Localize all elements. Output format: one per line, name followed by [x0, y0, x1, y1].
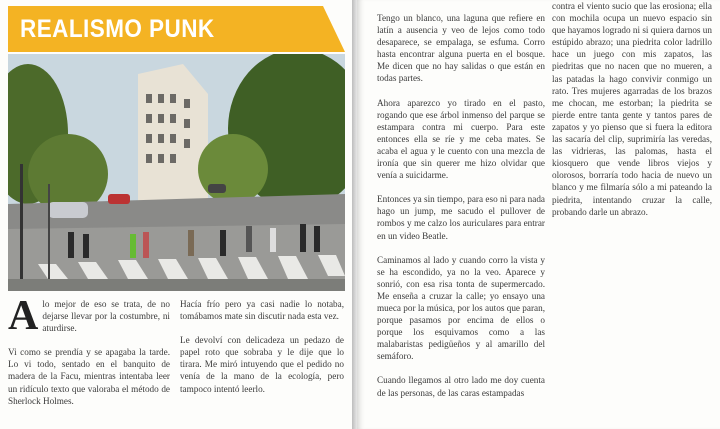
paragraph: Ahora aparezco yo tirado en el pasto, rogando que ese árbol inmenso del parque se estampara contra mi cuerpo. Para este entonces ella se ríe y me ceba mates. Se acaba el agua y le cuento con una mezcla de ironía que sin querer me hizo olvidar que venía a suicidarme.	[377, 97, 545, 181]
paragraph: Entonces ya sin tiempo, para eso ni para nada hago un jump, me sacudo el pullover de rombos y me calzo los auriculares para entrar en un video Beatle.	[377, 194, 545, 241]
left-page	[0, 0, 352, 429]
street-scene-photo	[8, 54, 345, 291]
banner-notch	[323, 6, 345, 52]
paragraph: Caminamos al lado y cuando corro la vista y se ha escondido, ya no la veo. Aparece y sonrió, con esa risa tonta de supermercado. Me enseña a cruzar la calle; yo ensayo una mueca por la música, por los autos que paran, porque pasamos por encima de ellos o porque los esquivamos como a las malabaristas pedigüeños y al amarillo del semáforo.	[377, 254, 545, 362]
paragraph	[8, 293, 170, 339]
left-column-2	[180, 298, 344, 407]
paragraph-text: lo mejor de eso se trata, de no dejarse llevar por la costumbre, ni aturdirse.	[42, 299, 170, 334]
left-column-1	[8, 293, 170, 419]
paragraph: Vi como se prendía y se apagaba la tarde. Lo vi todo, sentado en el banquito de madera de la Facu, mientras intentaba leer un ridículo texto que valoraba el método de Sherlock Holmes.	[8, 347, 170, 406]
paragraph: contra el viento sucio que las erosiona; ella con mochila ocupa un nuevo espacio sin que hayamos logrado ni si quiera darnos un estúpido abrazo; una piedrita color ladrillo hace un juego con mis zapatos, las piedritas que no nacen que no mueren, a las patadas la hago convivir conmigo un rato. Tres mujeres agarradas de los brazos me chocan, me estorban; la piedrita se pierde entre tanta gente y tantos pares de zapatos y yo pienso que si fuera la editora las sacaría del clip, suprimiría las veredas, las vidrieras, las palomas, hasta el kiosquero que vende libros viejos y olorosos, borraría todo hacia de nuevo un blanco y me filmaría sólo a mi pateando la piedrita, intentando cruzar la calle, probando darle un abrazo.	[552, 1, 712, 217]
paragraph: Tengo un blanco, una laguna que refiere en latín a ausencia y veo de lejos como todo desaparece, se empalaga, se esfuma. Corro hasta encontrar alguna puerta en el bosque. Me dicen que no hay salidas o que están en todas partes.	[377, 13, 545, 84]
right-column-2	[552, 0, 712, 230]
right-column-1	[377, 12, 545, 411]
page-title: REALISMO PUNK	[20, 15, 215, 43]
drop-cap: A	[8, 293, 39, 339]
title-banner	[8, 6, 345, 52]
paragraph: Le devolví con delicadeza un pedazo de papel roto que sobraba y le dije que lo tirara. Me miró intuyendo que el pedido no venía de la mano de la ecología, pero tampoco intentó leerlo.	[180, 335, 344, 394]
paragraph: Cuando llegamos al otro lado me doy cuenta de las personas, de las caras estampadas	[377, 375, 545, 398]
paragraph: Hacía frío pero ya casi nadie lo notaba, tomábamos mate sin discutir nada esta vez.	[180, 299, 344, 322]
right-page	[357, 0, 720, 429]
